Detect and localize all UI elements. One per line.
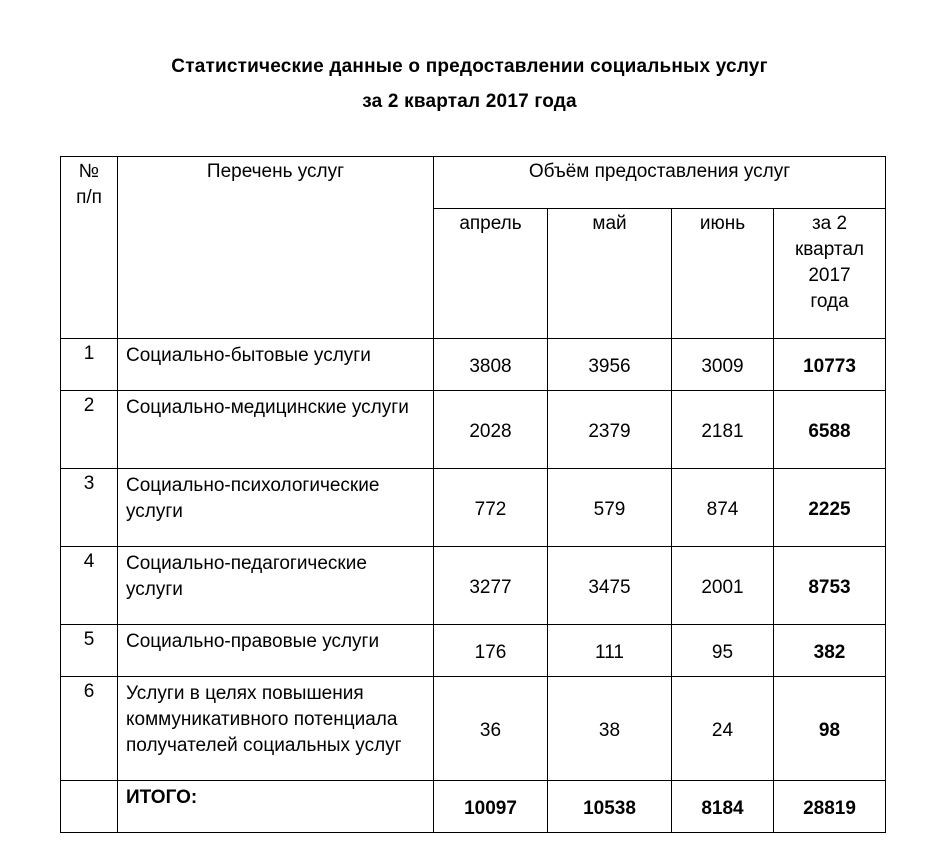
row-service-name: Услуги в целях повышения коммуникативного потенциала получателей социальных услуг (118, 677, 434, 781)
table-row (61, 677, 886, 781)
row-service-name: Социально-психологические услуги (118, 469, 434, 547)
totals-may: 10538 (548, 781, 672, 833)
document-subtitle: за 2 квартал 2017 года (362, 91, 577, 112)
table-row (61, 339, 886, 391)
row-total: 382 (774, 625, 886, 677)
table-row (61, 391, 886, 469)
row-total: 10773 (774, 339, 886, 391)
row-index: 2 (61, 391, 118, 469)
totals-june: 8184 (672, 781, 774, 833)
row-june: 3009 (672, 339, 774, 391)
row-april: 772 (434, 469, 548, 547)
row-total: 2225 (774, 469, 886, 547)
row-total: 98 (774, 677, 886, 781)
row-may: 2379 (548, 391, 672, 469)
totals-label: ИТОГО: (118, 781, 434, 833)
row-may: 3956 (548, 339, 672, 391)
row-june: 95 (672, 625, 774, 677)
header-volume: Объём предоставления услуг (434, 157, 886, 209)
row-service-name: Социально-педагогические услуги (118, 547, 434, 625)
row-may: 579 (548, 469, 672, 547)
row-april: 2028 (434, 391, 548, 469)
header-services: Перечень услуг (118, 157, 434, 339)
row-service-name: Социально-бытовые услуги (118, 339, 434, 391)
row-may: 3475 (548, 547, 672, 625)
row-june: 874 (672, 469, 774, 547)
row-service-name: Социально-медицинские услуги (118, 391, 434, 469)
table-row (61, 625, 886, 677)
row-index: 1 (61, 339, 118, 391)
row-april: 3808 (434, 339, 548, 391)
header-april: апрель (434, 209, 548, 339)
header-june: июнь (672, 209, 774, 339)
row-june: 2001 (672, 547, 774, 625)
header-number: № п/п (61, 157, 118, 339)
row-april: 3277 (434, 547, 548, 625)
row-june: 2181 (672, 391, 774, 469)
row-index: 4 (61, 547, 118, 625)
row-may: 38 (548, 677, 672, 781)
row-may: 111 (548, 625, 672, 677)
row-total: 6588 (774, 391, 886, 469)
row-service-name: Социально-правовые услуги (118, 625, 434, 677)
row-index: 6 (61, 677, 118, 781)
document-title: Статистические данные о предоставлении социальных услуг (171, 56, 768, 77)
header-quarter: за 2 квартал 2017 года (774, 209, 886, 339)
services-table (60, 156, 886, 833)
table-row (61, 469, 886, 547)
row-april: 176 (434, 625, 548, 677)
row-june: 24 (672, 677, 774, 781)
row-index: 3 (61, 469, 118, 547)
totals-index (61, 781, 118, 833)
row-april: 36 (434, 677, 548, 781)
totals-row (61, 781, 886, 833)
table-row (61, 547, 886, 625)
row-index: 5 (61, 625, 118, 677)
header-may: май (548, 209, 672, 339)
totals-april: 10097 (434, 781, 548, 833)
row-total: 8753 (774, 547, 886, 625)
totals-total: 28819 (774, 781, 886, 833)
